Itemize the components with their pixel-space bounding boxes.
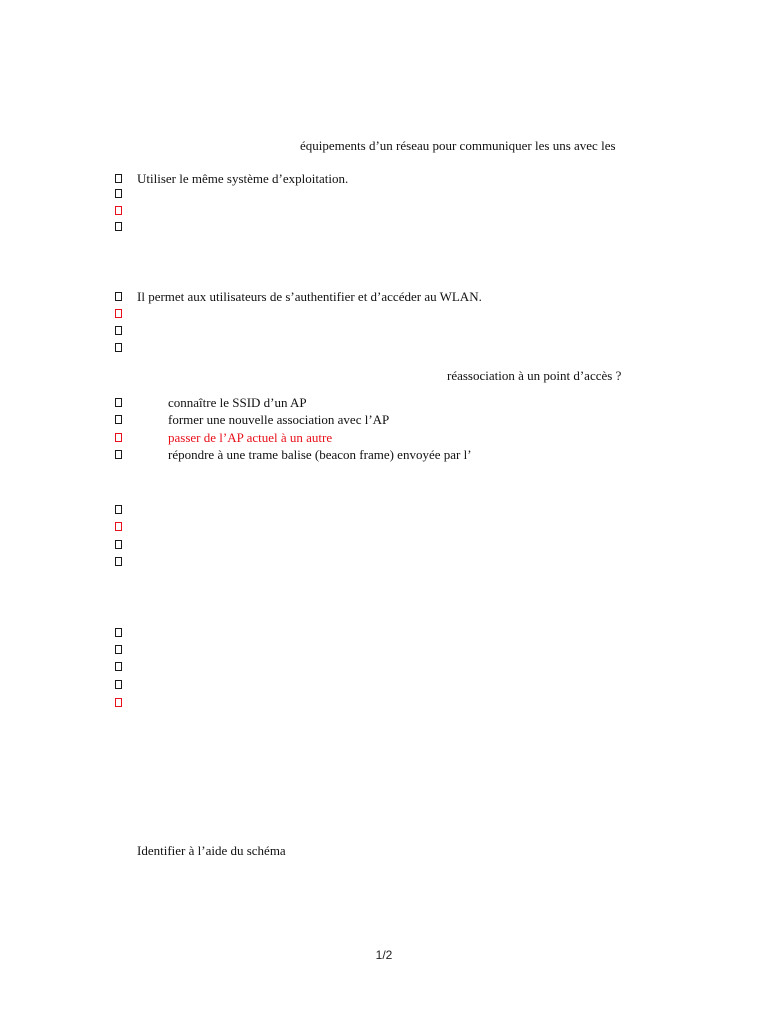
q3-option-4-checkbox-icon bbox=[115, 450, 122, 459]
q1-option-1-checkbox-icon bbox=[115, 174, 122, 183]
q1-option-3-checkbox-icon bbox=[115, 206, 122, 215]
q4-option-4-checkbox-icon bbox=[115, 557, 122, 566]
q6-stem-fragment: Identifier à l’aide du schéma bbox=[137, 843, 286, 858]
q1-option-4-checkbox-icon bbox=[115, 222, 122, 231]
q3-option-1-checkbox-icon bbox=[115, 398, 122, 407]
q3-stem-fragment: réassociation à un point d’accès ? bbox=[447, 368, 622, 383]
q3-option-3-text-answer: passer de l’AP actuel à un autre bbox=[168, 430, 333, 445]
q5-option-2-checkbox-icon bbox=[115, 645, 122, 654]
q3-option-1-text: connaître le SSID d’un AP bbox=[168, 395, 307, 410]
q1-option-1-text: Utiliser le même système d’exploitation. bbox=[137, 171, 349, 186]
q2-option-4-checkbox-icon bbox=[115, 343, 122, 352]
q3-option-3-checkbox-icon bbox=[115, 433, 122, 442]
q2-option-3-checkbox-icon bbox=[115, 326, 122, 335]
q3-option-2-text: former une nouvelle association avec l’AP bbox=[168, 412, 390, 427]
q5-option-4-checkbox-icon bbox=[115, 680, 122, 689]
q4-option-1-checkbox-icon bbox=[115, 505, 122, 514]
q4-option-3-checkbox-icon bbox=[115, 540, 122, 549]
page-number: 1/2 bbox=[375, 948, 393, 962]
q3-option-4-text: répondre à une trame balise (beacon frame) envoyée par l’ bbox=[168, 447, 472, 462]
q4-option-2-checkbox-icon bbox=[115, 522, 122, 531]
q1-stem-fragment: équipements d’un réseau pour communiquer les uns avec les bbox=[300, 138, 616, 153]
q3-option-2-checkbox-icon bbox=[115, 415, 122, 424]
q2-option-2-checkbox-icon bbox=[115, 309, 122, 318]
q1-option-2-checkbox-icon bbox=[115, 189, 122, 198]
q5-option-5-checkbox-icon bbox=[115, 698, 122, 707]
q5-option-1-checkbox-icon bbox=[115, 628, 122, 637]
q2-option-1-text: Il permet aux utilisateurs de s’authentifier et d’accéder au WLAN. bbox=[137, 289, 482, 304]
q2-option-1-checkbox-icon bbox=[115, 292, 122, 301]
q5-option-3-checkbox-icon bbox=[115, 662, 122, 671]
